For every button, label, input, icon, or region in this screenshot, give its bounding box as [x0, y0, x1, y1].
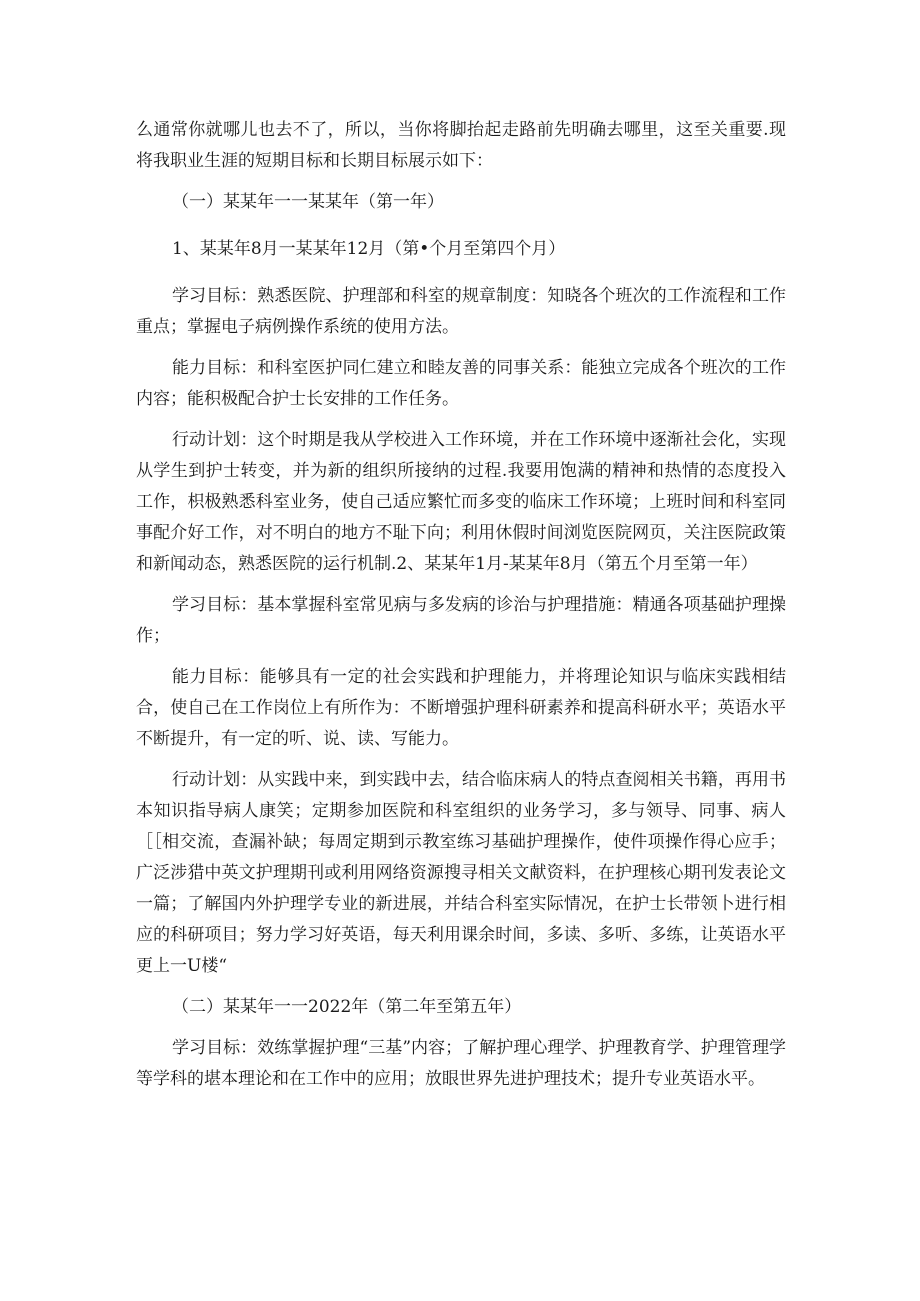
section-heading-years-2-5: （二）某某年一一2022年（第二年至第五年）	[172, 997, 522, 1017]
paragraph-ability-goal-1: 能力目标：和科室医护同仁建立和睦友善的同事关系：能独立完成各个班次的工作内容；能积极配合护士长安排的工作任务。	[136, 358, 786, 409]
paragraph-action-plan-1: 行动计划：这个时期是我从学校进入工作环境，并在工作环境中逐渐社会化，实现从学生到护士转变，并为新的组织所接纳的过程.我要用饱满的精神和热情的态度投入工作，枳极熟悉科室业务，使自己适应繁忙而多变的临床工作环境；上班时间和科室同事配介好工作，对不明白的地方不耻下向；利用休假时间浏览医院网页，关注医院政策和新闻动态，熟悉医院的运行机制.2、某某年1月-某某年8月（第五个月至第一年）	[136, 430, 786, 574]
paragraph-intro-continuation: 么通常你就哪儿也去不了，所以，当你将脚抬起走路前先明确去哪里，这至关重要.现将我职业生涯的短期目标和长期目标展示如下：	[136, 120, 786, 171]
paragraph-action-plan-2: 行动计划：从实践中来，到实践中去，结合临床病人的特点查阅相关书籍，再用书本知识指导病人康笑；定期参加医院和科室组织的业务学习，多与领导、同事、病人［［相交流，查漏补缺；每周定期到示教室练习基础护理操作，使件项操作得心应手；广泛涉猎中英文护理期刊或利用网络资源搜寻相关文献资料，在护理核心期刊发表论文一篇；了解国内外护理学专业的新进展，并结合科室实际情况，在护士长带领卜进行相应的科研项目；努力学习好英语，每天利用课余时间，多读、多听、多练，让英语水平更上一U楼“	[136, 770, 786, 976]
document-body	[136, 115, 786, 1095]
subsection-heading-months-1-4: 1、某某年8月一某某年12月（第•个月至第四个月）	[172, 239, 566, 259]
paragraph-learning-goal-2: 学习目标：基本掌握科室常见病与多发病的诊治与护理措施：精通各项基础护理操作；	[136, 595, 786, 646]
paragraph-ability-goal-2: 能力目标：能够具有一定的社会实践和护理能力，并将理论知识与临床实践相结合，使自己在工作岗位上有所作为：不断增强护理科研素养和提高科研水平；英语水平不断提升，有一定的听、说、读、写能力。	[136, 667, 786, 749]
paragraph-learning-goal-3: 学习目标：效练掌握护理“三基”内容；了解护理心理学、护理教育学、护理管理学等学科的堪本理论和在工作中的应用；放眼世界先进护理技术；提升专业英语水平。	[136, 1038, 786, 1089]
paragraph-learning-goal-1: 学习目标：熟悉医院、护理部和科室的规章制度：知晓各个班次的工作流程和工作重点；掌握电子病例操作系统的使用方法。	[136, 286, 786, 337]
section-heading-first-year: （一）某某年一一某某年（第一年）	[172, 192, 444, 212]
